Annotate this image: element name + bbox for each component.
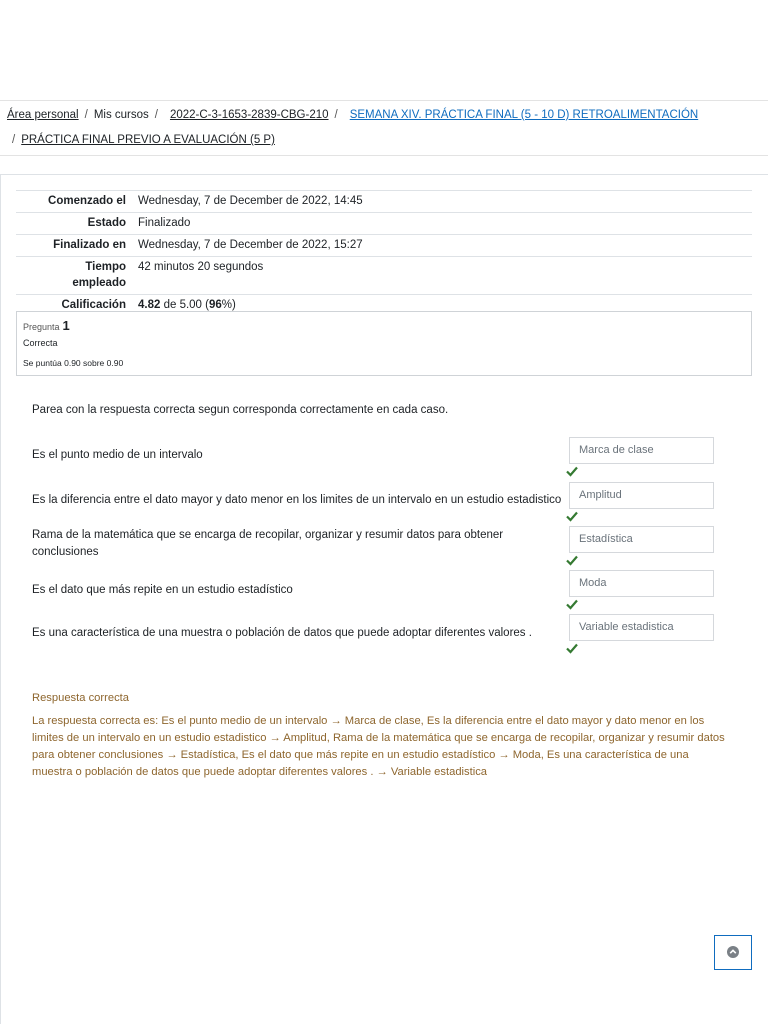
question-grade: Se puntúa 0.90 sobre 0.90	[23, 358, 124, 368]
question-number	[23, 318, 70, 333]
match-stem-4: Es el dato que más repite en un estudio estadístico	[32, 584, 293, 596]
question-number-value: 1	[62, 318, 70, 333]
question-info-box	[16, 311, 752, 376]
check-icon	[566, 554, 578, 566]
breadcrumb-separator: /	[12, 134, 16, 146]
summary-value: Finalizado	[136, 213, 752, 235]
breadcrumb-section[interactable]: SEMANA XIV. PRÁCTICA FINAL (5 - 10 D) RETROALIMENTACIÓN	[349, 109, 699, 121]
match-stem-5: Es una característica de una muestra o población de datos que puede adoptar diferentes valores .	[32, 627, 532, 639]
question-text: Parea con la respuesta correcta segun corresponda correctamente en cada caso.	[32, 404, 449, 416]
breadcrumb-separator: /	[154, 109, 158, 121]
summary-label-part: Tiempo	[85, 261, 126, 273]
summary-value: 42 minutos 20 segundos	[136, 257, 752, 295]
summary-row-started	[16, 191, 752, 213]
summary-row-state	[16, 213, 752, 235]
feedback-box	[32, 690, 732, 781]
summary-row-time	[16, 257, 752, 295]
match-stem-1: Es el punto medio de un intervalo	[32, 449, 203, 461]
match-answer-select-1[interactable]: Marca de clase	[569, 437, 714, 464]
summary-label	[16, 257, 136, 295]
breadcrumb-quiz[interactable]: PRÁCTICA FINAL PREVIO A EVALUACIÓN (5 P)	[21, 134, 275, 146]
breadcrumb-course[interactable]: 2022-C-3-1653-2839-CBG-210	[169, 109, 329, 121]
arrow-up-glyph	[727, 946, 739, 958]
arrow-up-circle-icon	[727, 946, 739, 958]
check-icon	[566, 598, 578, 610]
match-answer-select-3[interactable]: Estadística	[569, 526, 714, 553]
summary-label-part: empleado	[72, 277, 126, 289]
feedback-title: Respuesta correcta	[32, 692, 130, 704]
summary-value: Wednesday, 7 de December de 2022, 15:27	[136, 235, 752, 257]
feedback-correct-answer: La respuesta correcta es: Es el punto medio de un intervalo → Marca de clase, Es la diferencia entre el dato mayor y dato menor en los limites de un intervalo en un estudio estadistico → Amplitud, Rama de la matemática que se encarga de recopilar, organizar y resumir datos para obtener conclusiones → Estadística, Es el dato que más repite en un estudio estadístico → Moda, Es una característica de una muestra o población de datos que puede adoptar diferentes valores . → Variable estadistica	[32, 715, 725, 778]
match-stem-3: Rama de la matemática que se encarga de recopilar, organizar y resumir datos para obtener conclusiones	[32, 529, 504, 558]
grade-score: 4.82	[138, 299, 161, 311]
breadcrumb-separator: /	[84, 109, 88, 121]
breadcrumb-mis-cursos[interactable]: Mis cursos	[93, 109, 149, 121]
question-state: Correcta	[23, 338, 58, 348]
match-answer-select-2[interactable]: Amplitud	[569, 482, 714, 509]
summary-label: Finalizado en	[16, 235, 136, 257]
match-answer-select-4[interactable]: Moda	[569, 570, 714, 597]
summary-row-finished	[16, 235, 752, 257]
back-to-top-button[interactable]	[714, 935, 752, 970]
summary-value: Wednesday, 7 de December de 2022, 14:45	[136, 191, 752, 213]
match-stem-2: Es la diferencia entre el dato mayor y dato menor en los limites de un intervalo en un estudio estadistico	[32, 494, 562, 506]
question-label: Pregunta	[23, 322, 60, 332]
breadcrumb-separator: /	[334, 109, 338, 121]
summary-label: Estado	[16, 213, 136, 235]
grade-end: %)	[221, 299, 236, 311]
check-icon	[566, 465, 578, 477]
match-answer-select-5[interactable]: Variable estadistica	[569, 614, 714, 641]
summary-label: Calificación	[16, 295, 136, 317]
breadcrumb-line-1	[7, 109, 698, 121]
attempt-summary-table	[16, 190, 752, 316]
grade-percent: 96	[208, 299, 222, 311]
breadcrumb	[0, 100, 768, 156]
summary-label: Comenzado el	[16, 191, 136, 213]
grade-of: de 5.00 (	[160, 299, 209, 311]
check-icon	[566, 510, 578, 522]
check-icon	[566, 642, 578, 654]
breadcrumb-area-personal[interactable]: Área personal	[7, 109, 79, 121]
breadcrumb-line-2	[7, 134, 275, 146]
